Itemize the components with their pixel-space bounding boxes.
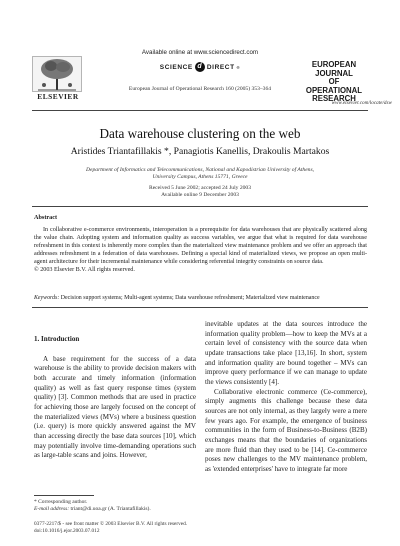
email-note	[34, 506, 204, 513]
affiliation-line: University Campus, Athens 15771, Greece	[152, 174, 248, 181]
sciencedirect-logo	[145, 61, 255, 73]
available-online-text: Available online at www.sciencedirect.com	[141, 49, 259, 56]
sciencedirect-logo-left: SCIENCE	[159, 63, 193, 71]
publisher-name: ELSEVIER	[37, 92, 79, 101]
journal-name-line: RESEARCH	[312, 94, 356, 104]
article-dates	[0, 185, 400, 200]
abstract-heading: Abstract	[34, 214, 58, 221]
email-address[interactable]: triant@di.uoa.gr (A. Triantafillakis).	[70, 506, 151, 512]
journal-name-line: JOURNAL	[315, 68, 353, 78]
keywords	[34, 294, 367, 302]
section-heading: 1. Introduction	[34, 335, 80, 343]
footnote	[34, 499, 204, 513]
body-paragraph: A base requirement for the success of a data warehouse is the ability to provide decision makers with both accurate and timely information (information quality) as well as fast query response times (system quality) [3]. Common methods that are used in practice for achieving those are largely focused on the concept of the materialized views (MVs) where a business question (i.e. query) is more quickly answered against the MV than accessing directly the base data sources [10], which may potentially involve time-demanding operations such as large-table scans and joins. However,	[34, 354, 196, 460]
affiliation	[40, 167, 360, 182]
journal-name-line: EUROPEAN	[311, 60, 357, 69]
doi-line[interactable]: doi:10.1016/j.ejor.2003.07.012	[34, 528, 100, 534]
received-date: Received 5 June 2002; accepted 24 July 2003	[148, 185, 252, 191]
body-paragraph: inevitable updates at the data sources introduce the information quality problem—how to keep the MVs at a certain level of consistency with the source data when update transactions take place [13,16]. In short, system and information quality are bound together – MVs can improve query performance if we can manage to update the views consistently [4].	[205, 320, 367, 386]
abstract-text: In collaborative e-commerce environments, interoperation is a prerequisite for data warehouses that are physically scattered along the value chain. Adopting system and information quality as success variables, we argue that what is required for data warehouse refreshment in this context is inherently more complex than the materialized view maintenance problem and we offer an approach that addresses refreshment in a federation of data warehouses. Defining a special kind of materialized views, we propose an open multi-agent architecture for their incremental maintenance while considering referential integrity constraints on source data.	[34, 227, 367, 266]
journal-reference: European Journal of Operational Research 160 (2005) 353–364	[128, 86, 272, 92]
corresponding-author-note: * Corresponding author.	[34, 499, 88, 505]
journal-name-line: OF OPERATIONAL	[305, 77, 363, 95]
left-column	[34, 335, 196, 461]
keywords-list: Decision support systems; Multi-agent systems; Data warehouse refreshment; Materialized view maintenance	[60, 295, 320, 301]
article-authors: Aristides Triantafillakis *, Panagiotis Kanellis, Drakoulis Martakos	[70, 146, 330, 157]
article-title: Data warehouse clustering on the web	[99, 126, 301, 141]
issn-block	[34, 521, 334, 535]
journal-url: www.elsevier.com/locate/dsw	[331, 100, 392, 106]
journal-name-block	[302, 61, 366, 104]
body-paragraph: Collaborative electronic commerce (Ce-commerce), simply augments this challenge because these data sources are not only internal, as they largely were a mere few years ago. For example, the emergence of business communities in the form of Business-to-Business (B2B) exchanges means that the boundaries of organizations are more fluid than they used to be [14]. Ce-commerce poses new challenges to the MV maintenance problem, as 'extended enterprises' have to integrate far more	[205, 387, 367, 473]
sciencedirect-logo-mark: d	[195, 62, 205, 72]
keywords-label: Keywords:	[34, 295, 60, 301]
header-rule	[32, 110, 368, 111]
right-column	[205, 320, 367, 475]
footnote-rule	[34, 495, 94, 496]
sciencedirect-logo-registered: ®	[236, 64, 241, 70]
elsevier-tree-logo	[32, 56, 82, 92]
email-label: E-mail address:	[34, 506, 70, 512]
available-date: Available online 9 December 2003	[161, 192, 239, 199]
abstract-body	[34, 226, 367, 275]
abstract-top-rule	[32, 206, 368, 207]
affiliation-line: Department of Informatics and Telecommunications, National and Kapodistrian University of Athens,	[85, 167, 315, 173]
abstract-copyright: © 2003 Elsevier B.V. All rights reserved.	[34, 267, 135, 274]
sciencedirect-logo-right: DIRECT	[206, 63, 235, 71]
issn-line: 0377-2217/$ - see front matter © 2003 Elsevier B.V. All rights reserved.	[34, 521, 188, 527]
abstract-bottom-rule	[32, 307, 368, 308]
